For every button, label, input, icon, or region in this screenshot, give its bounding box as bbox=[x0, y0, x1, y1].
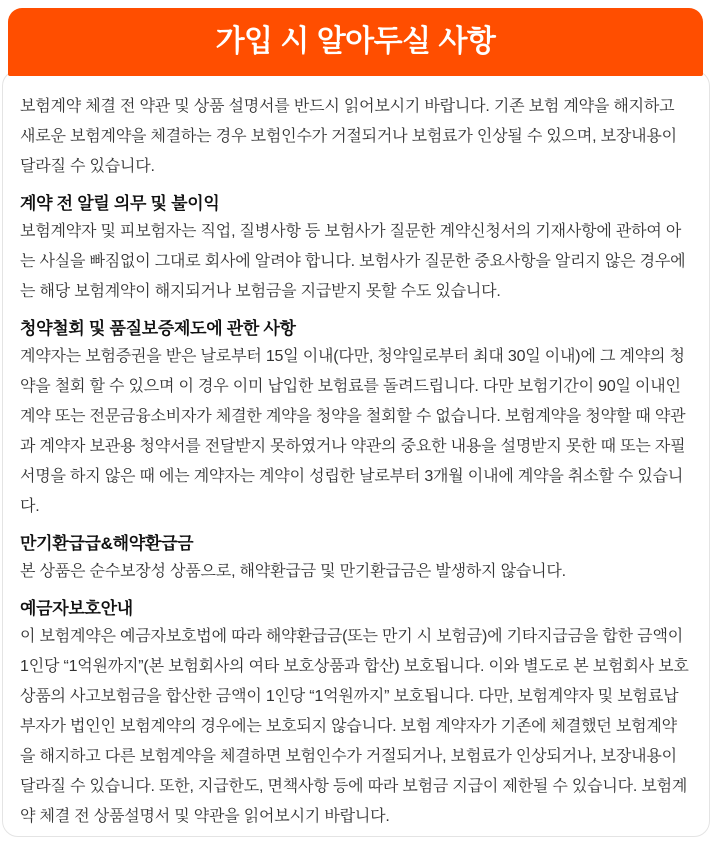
section-duty-of-disclosure-heading: 계약 전 알릴 의무 및 불이익 bbox=[20, 194, 220, 213]
section-depositor-protection bbox=[20, 597, 692, 832]
section-depositor-protection-body: 이 보험계약은 예금자보호법에 따라 해약환급금(또는 만기 시 보험금)에 기타지급금을 합한 금액이 1인당 “1억원까지”(본 보험회사의 여타 보호상품과 합산) 보호됩니다. 이와 별도로 본 보험회사 보호상품의 사고보험금을 합산한 금액이 1인당 “1억원까지” 보호됩니다. 다만, 보험계약자 및 보험료납부자가 법인인 보험계약의 경우에는 보호되지 않습니다. 보험 계약자가 기존에 체결했던 보험계약을 해지하고 다른 보험계약을 체결하면 보험인수가 거절되거나, 보험료가 인상되거나, 보장내용이 달라질 수 있습니다. 또한, 지급한도, 면책사항 등에 따라 보험금 지급이 제한될 수 있습니다. 보험계약 체결 전 상품설명서 및 약관을 읽어보시기 바랍니다. bbox=[20, 628, 689, 825]
section-depositor-protection-heading: 예금자보호안내 bbox=[20, 599, 133, 618]
section-intro bbox=[20, 92, 692, 182]
section-duty-of-disclosure-body: 보험계약자 및 피보험자는 직업, 질병사항 등 보험사가 질문한 계약신청서의 기재사항에 관하여 아는 사실을 빠짐없이 그대로 회사에 알려야 합니다. 보험사가 질문한 중요사항을 알리지 않은 경우에는 해당 보험계약이 해지되거나 보험금을 지급받지 못할 수도 있습니다. bbox=[20, 223, 686, 300]
section-duty-of-disclosure bbox=[20, 192, 692, 307]
section-intro-body: 보험계약 체결 전 약관 및 상품 설명서를 반드시 읽어보시기 바랍니다. 기존 보험 계약을 해지하고 새로운 보험계약을 체결하는 경우 보험인수가 거절되거나 보험료가 인상될 수 있으며, 보장내용이 달라질 수 있습니다. bbox=[20, 98, 677, 175]
section-maturity-surrender-refund-heading: 만기환급급&해약환급금 bbox=[20, 534, 194, 553]
section-maturity-surrender-refund bbox=[20, 532, 692, 587]
page-title: 가입 시 알아두실 사항 bbox=[215, 25, 496, 58]
section-withdrawal-quality-assurance bbox=[20, 317, 692, 522]
section-maturity-surrender-refund-body: 본 상품은 순수보장성 상품으로, 해약환급금 및 만기환급금은 발생하지 않습니다. bbox=[20, 563, 566, 580]
notice-card bbox=[2, 70, 710, 837]
section-withdrawal-quality-assurance-body: 계약자는 보험증권을 받은 날로부터 15일 이내(다만, 청약일로부터 최대 30일 이내)에 그 계약의 청약을 철회 할 수 있으며 이 경우 이미 납입한 보험료를 돌려드립니다. 다만 보험기간이 90일 이내인 계약 또는 전문금융소비자가 체결한 계약을 청약을 철회할 수 없습니다. 보험계약을 청약할 때 약관과 계약자 보관용 청약서를 전달받지 못하였거나 약관의 중요한 내용을 설명받지 못한 때 또는 자필서명을 하지 않은 때 에는 계약자는 계약이 성립한 날로부터 3개월 이내에 계약을 취소할 수 있습니다. bbox=[20, 348, 686, 515]
section-withdrawal-quality-assurance-heading: 청약철회 및 품질보증제도에 관한 사항 bbox=[20, 319, 296, 338]
header-banner bbox=[8, 8, 703, 76]
